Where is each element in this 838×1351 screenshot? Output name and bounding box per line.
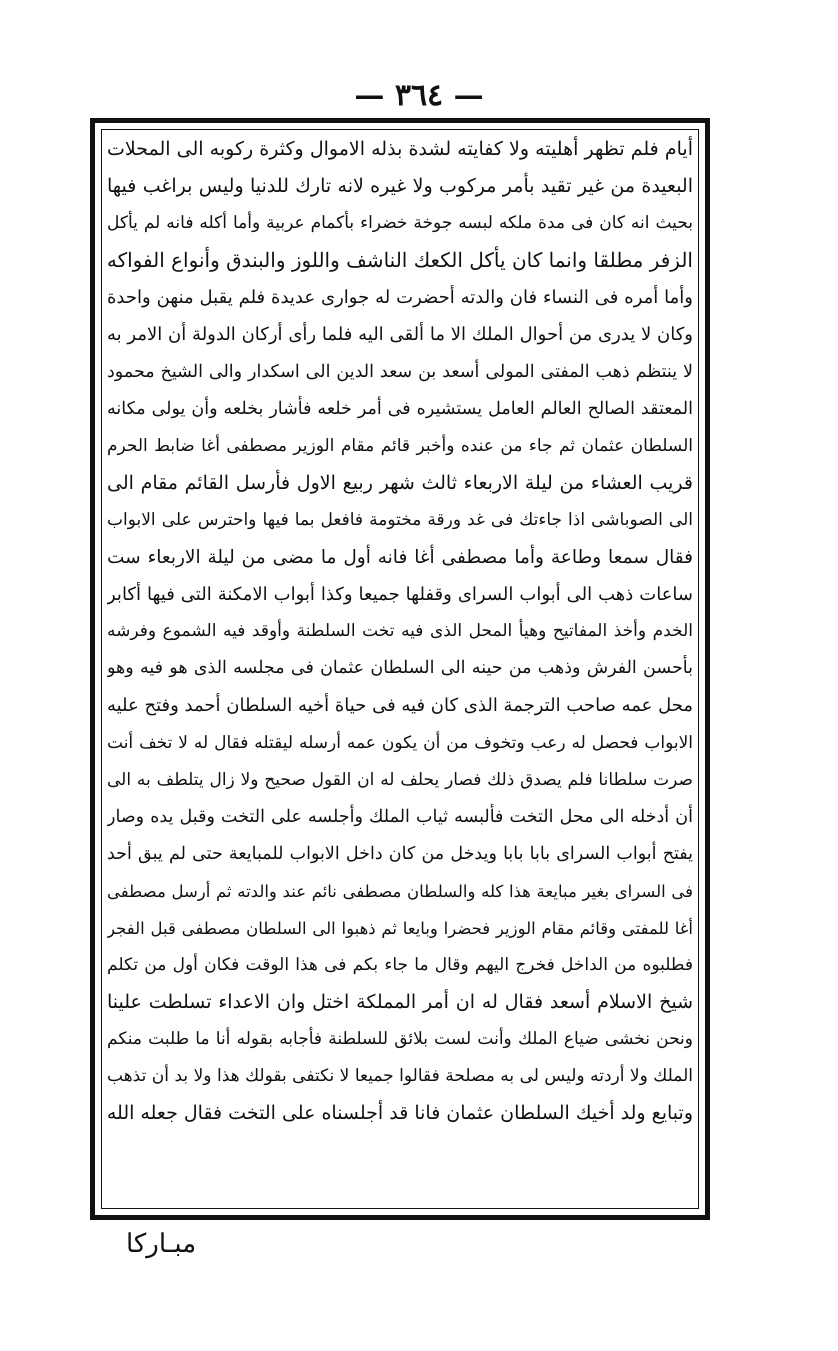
text-line: الخدم وأخذ المفاتيح وهيأ المحل الذى فيه تخت السلطنة وأوقد فيه الشموع وفرشه	[107, 621, 693, 642]
text-line: وأما أمره فى النساء فان والدته أحضرت له جوارى عديدة فلم يقبل منهن واحدة	[107, 287, 693, 309]
text-line: السلطان عثمان ثم جاء من عنده وأخبر قائم مقام الوزير مصطفى أغا ضابط الحرم	[107, 435, 693, 456]
text-line: المعتقد الصالح العالم العامل يستشيره فى أمر خلعه فأشار بخلعه وأن يولى مكانه	[107, 398, 693, 419]
text-line: الزفر مطلقا وانما كان يأكل الكعك الناشف واللوز والبندق وأنواع الفواكه	[107, 248, 693, 273]
text-line: شيخ الاسلام أسعد فقال له ان أمر المملكة اختل وان الاعداء تسلطت علينا	[107, 991, 693, 1014]
text-line: ونحن نخشى ضياع الملك وأنت لست بلائق للسلطنة فأجابه بقوله أنا ما طلبت منكم	[107, 1029, 693, 1050]
text-body	[107, 131, 693, 1207]
catchword: مبـاركا	[126, 1229, 197, 1259]
text-line: الى الصوباشى اذا جاءتك فى غد ورقة مختومة فافعل بما فيها واحترس على الابواب	[107, 509, 693, 530]
text-line: فى السراى بغير مبايعة هذا كله والسلطان مصطفى نائم عند والدته ثم أرسل مصطفى	[107, 881, 693, 901]
text-frame	[90, 118, 710, 1220]
text-line: ساعات ذهب الى أبواب السراى وقفلها جميعا وكذا أبواب الامكنة التى فيها أكابر	[107, 584, 693, 606]
text-line: فطلبوه من الداخل فخرج اليهم وقال ما جاء بكم فى هذا الوقت فكان أول من تكلم	[107, 955, 693, 976]
text-line: بحيث انه كان فى مدة ملكه لبسه جوخة خضراء بأكمام عربية وأما أكله فانه لم يأكل	[107, 213, 693, 234]
text-line: أن أدخله الى محل التخت فألبسه ثياب الملك وأجلسه على التخت وقبل يده وصار	[107, 806, 693, 827]
page-number: — ٣٦٤ —	[354, 78, 484, 113]
text-line: وكان لا يدرى من أحوال الملك الا ما ألقى اليه فلما رأى أركان الدولة أن الامر به	[107, 324, 693, 346]
text-line: أيام فلم تظهر أهليته ولا كفايته لشدة بذله الاموال وكثرة ركوبه الى المحلات	[107, 138, 693, 160]
text-line: لا ينتظم ذهب المفتى المولى أسعد بن سعد الدين الى اسكدار والى الشيخ محمود	[107, 361, 693, 382]
text-line: أغا للمفتى وقائم مقام الوزير فحضرا وبايعا ثم ذهبوا الى السلطان مصطفى قبل الفجر	[107, 918, 693, 938]
text-line: قريب العشاء من ليلة الاربعاء ثالث شهر ربيع الاول فأرسل القائم مقام الى	[107, 471, 693, 494]
text-line: الابواب فحصل له رعب وتخوف من أن يكون عمه أرسله ليقتله فقال له لا تخف أنت	[107, 732, 693, 753]
text-line: وتبايع ولد أخيك السلطان عثمان فانا قد أجلسناه على التخت فقال جعله الله	[107, 1102, 693, 1125]
text-line: محل عمه صاحب الترجمة الذى كان فيه فى حياة أخيه السلطان أحمد وفتح عليه	[107, 695, 693, 717]
text-line: فقال سمعا وطاعة وأما مصطفى أغا فانه أول ما مضى من ليلة الاربعاء ست	[107, 547, 693, 569]
text-line: يفتح أبواب السراى بابا بابا ويدخل من كان داخل الابواب للمبايعة حتى لم يبق أحد	[107, 843, 693, 864]
text-line: البعيدة من غير تقيد بأمر مركوب ولا غيره لانه تارك للدنيا وليس براغب فيها	[107, 175, 693, 198]
text-line: بأحسن الفرش وذهب من حينه الى السلطان عثمان فى مجلسه الذى هو فيه وهو	[107, 658, 693, 679]
text-line: الملك ولا أردته وليس لى به مصلحة فقالوا جميعا لا نكتفى بقولك هذا ولا بد أن تذهب	[107, 1066, 693, 1087]
text-line: صرت سلطانا فلم يصدق ذلك فصار يحلف له ان القول صحيح ولا زال يتلطف به الى	[107, 769, 693, 790]
